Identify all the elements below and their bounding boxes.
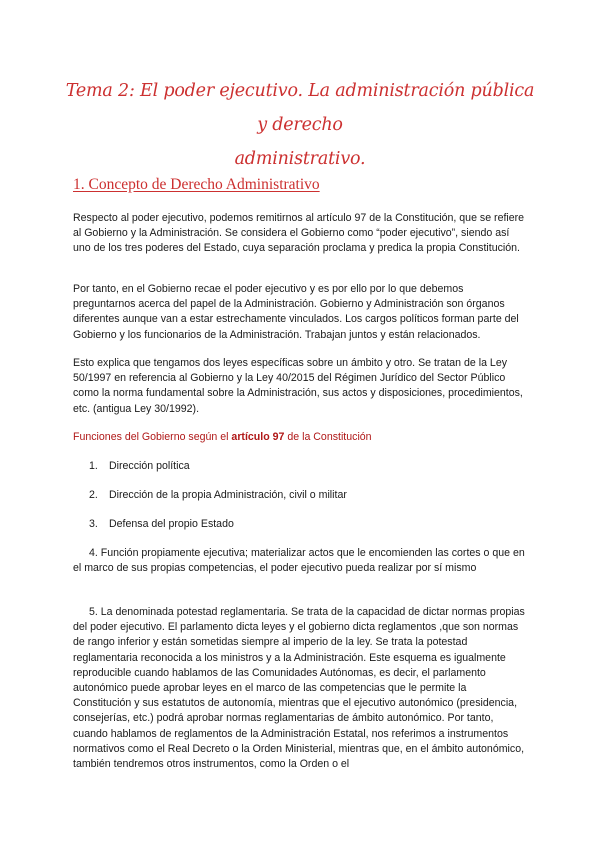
list-item-number: 1. xyxy=(89,460,98,472)
title-line-2: administrativo. xyxy=(234,149,366,169)
list-item-text: Dirección de la propia Administración, civil o militar xyxy=(109,489,347,501)
list-item-text: Defensa del propio Estado xyxy=(109,518,234,530)
list-item-number: 2. xyxy=(89,489,98,501)
paragraph-2: Por tanto, en el Gobierno recae el poder ejecutivo y es por ello por lo que debemos preguntarnos acerca del papel de la Administración. Gobierno y Administración son órganos diferentes aunque van a estar estrechamente vinculados. Los cargos políticos forman parte del Gobierno y los funcionarios de la Administración. Trabajan juntos y están relacionados. xyxy=(73,283,519,341)
list-item-number: 3. xyxy=(89,518,98,530)
functions-heading-suffix: de la Constitución xyxy=(284,431,372,443)
functions-heading-article: artículo 97 xyxy=(231,431,285,443)
paragraph-3: Esto explica que tengamos dos leyes específicas sobre un ámbito y otro. Se tratan de la Ley 50/1997 en referencia al Gobierno y la Ley 40/2015 del Régimen Jurídico del Sector Público como la norma fundamental sobre la Administración, sus actos y disposiciones, procedimientos, etc. (antigua Ley 30/1992). xyxy=(73,357,523,415)
functions-heading-prefix: Funciones del Gobierno según el xyxy=(73,431,232,443)
list-item xyxy=(89,517,234,532)
list-item-text: Dirección política xyxy=(109,460,190,472)
list-item xyxy=(89,488,347,503)
list-item xyxy=(89,459,190,474)
functions-heading xyxy=(73,431,372,443)
section-heading: 1. Concepto de Derecho Administrativo xyxy=(73,176,320,193)
paragraph-1: Respecto al poder ejecutivo, podemos remitirnos al artículo 97 de la Constitución, que se refiere al Gobierno y la Administración. Se considera el Gobierno como “poder ejecutivo”, siendo así uno de los tres poderes del Estado, cuya separación proclama y predica la propia Constitución. xyxy=(73,212,525,255)
function-4-paragraph: 4. Función propiamente ejecutiva; materializar actos que le encomienden las cortes o que en el marco de sus propias competencias, el poder ejecutivo pueda realizar por sí mismo xyxy=(73,547,525,575)
function-5-paragraph: 5. La denominada potestad reglamentaria. Se trata de la capacidad de dictar normas propias del poder ejecutivo. El parlamento dicta leyes y el gobierno dicta reglamentos ,que son normas de rango inferior y están sometidas siempre al imperio de la ley. Se trata la potestad reglamentaria reconocida a los ministros y a la Administración. Este esquema es igualmente reproducible cuando hablamos de las Comunidades Autónomas, es decir, el parlamento autonómico puede aprobar leyes en el marco de las competencias que le permite la Constitución y sus estatutos de autonomía, mientras que el ejecutivo autonómico (presidencia, consejerías, etc.) podrá aprobar normas reglamentarias de ámbito autonómico. Por tanto, cuando hablamos de reglamentos de la Administración Estatal, nos referimos a instrumentos normativos como el Real Decreto o la Orden Ministerial, mientras que, en el ámbito autonómico, también tendremos otros instrumentos, como la Orden o el xyxy=(73,606,525,771)
title-line-1: Tema 2: El poder ejecutivo. La administración pública y derecho xyxy=(65,81,535,135)
document-title xyxy=(60,74,540,176)
